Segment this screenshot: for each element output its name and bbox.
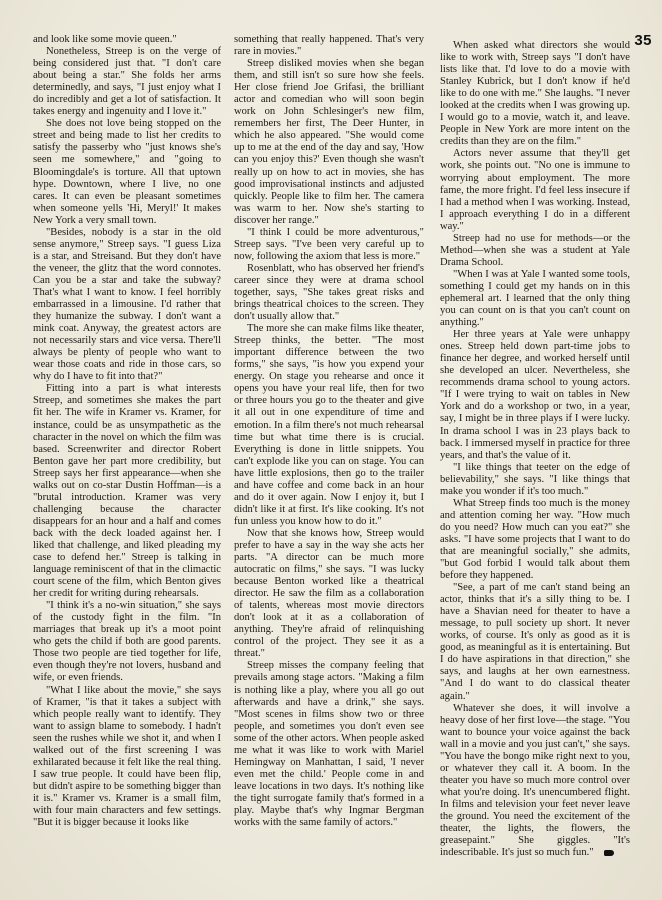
paragraph-text: Now that she knows how, Streep would prefer to have a say in the way she acts her parts. "A director can be much more autocratic on films," she says. "I was lucky because Benton worked like a theatrical director. He saw the film as a collaboration of talents, whereas most movie directors don't look at it as a collaboration of anything. They're afraid of relinquishing control of the project. They see it as a threat." — [234, 527, 424, 660]
paragraph-text: "I think I could be more adventurous," Streep says. "I've been very careful up to now, following the axiom that less is more." — [234, 226, 424, 262]
paragraph-text: "I like things that teeter on the edge of believability," she says. "I like things that make you wonder if it's too much." — [440, 461, 630, 497]
paragraph-text: "See, a part of me can't stand being an actor, thinks that it's a silly thing to be. I have a Shavian need for theater to have a message, to pull society up short. It never works, of course. It's only as good as it is good, as meaningful as it is entertaining. But I do have aspirations in that direction," she says, and laughs at her own earnestness. "And I do want to do classical theater again." — [440, 582, 630, 702]
paragraph-text: She does not love being stopped on the street and being made to list her credits to satisfy the passerby who "just knows she's seen me somewhere," and "going to Bloomingdale's is torture. All that uptown hype. Downtown, where I live, no one cares. It can even be pleasant sometimes when someone yells 'Hi, Meryl!' It makes New York a very small town. — [33, 118, 221, 226]
article-paragraph — [33, 600, 221, 684]
article-paragraph — [440, 148, 630, 232]
text-column-3 — [440, 40, 630, 886]
paragraph-text: What Streep finds too much is the money and attention coming her way. "How much do you need? How much can you eat?" she asks. "I have some projects that I want to do that are meaningful socially," she admits, "but God forbid I would talk about them before they happened. — [440, 497, 630, 582]
page-number: 35 — [634, 32, 652, 49]
article-paragraph — [440, 462, 630, 498]
paragraph-text: something that really happened. That's very rare in movies." — [234, 34, 424, 58]
article-paragraph — [440, 40, 630, 148]
paragraph-text: Streep had no use for methods—or the Method—when she was a student at Yale Drama School. — [440, 232, 630, 268]
paragraph-text: Streep disliked movies when she began them, and still isn't so sure how she feels. Her close friend Joe Grifasi, the brilliant actor and comedian who will soon begin work on John Schlesinger's new film, remembers her first, The Deer Hunter, in which he also appeared. "She would come up to me at the end of the day and say, 'How can you enjoy this?' Even though she wasn't really up on how to act in movies, she has good improvisational instincts and adjusted quickly. People like to film her. The camera was warm to her. Now she's starting to discover her range." — [234, 58, 424, 226]
paragraph-text: Whatever she does, it will involve a heavy dose of her first love—the stage. "You want to bounce your voice against the back wall in a movie and you just can't," she says. "You have the bongo mike right next to you, or whatever they call it. A boom. In the theater you have so much more control over what you're doing. It's unencumbered flight. In films and television your feet never leave the ground. You need the excitement of the theater, the lights, the flowers, the greasepaint." She giggles. "It's indescribable. It's just so much fun." — [440, 702, 630, 859]
article-paragraph — [234, 528, 424, 661]
article-paragraph — [33, 118, 221, 226]
article-paragraph — [440, 498, 630, 582]
paragraph-text: "Besides, nobody is a star in the old sense anymore," Streep says. "I guess Liza is a star, and Streisand. But they don't have the veneer, the glitz that the word connotes. Can you be a star and take the subway? That's what I want to know. I feel horribly embarrassed in a limousine. I'd rather that they humanize the subway. I don't want a mink coat. Anyway, the greatest actors are not necessarily stars and vice versa. There'll always be plenty of people who want to wear those coats and ride in those cars, so why do I have to fit into that?" — [33, 226, 221, 383]
text-column-2 — [234, 34, 424, 880]
article-paragraph — [440, 269, 630, 329]
paragraph-text: and look like some movie queen." — [33, 34, 177, 45]
paragraph-text: "I think it's a no-win situation," she says of the custody fight in the film. "In marriages that break up it's a moot point who gets the child if both are good parents. Those two people are tied together for life, even though they're not lovers, husband and wife, or even friends. — [33, 600, 221, 684]
article-paragraph — [33, 383, 221, 600]
paragraph-text: Streep misses the company feeling that prevails among stage actors. "Making a film is nothing like a play, where you all go out afterwards and have a drink," she says. "Most scenes in films show two or three people, and sometimes you don't even see some of the other actors. When people asked me what it was like to work with Mariel Hemingway on Manhattan, I said, 'I never even met the child.' People come in and leave locations in two days. It's nothing like the tight surrogate family that's formed in a play. Maybe that's why Ingmar Bergman works with the same family of actors." — [234, 660, 424, 829]
article-paragraph — [33, 227, 221, 384]
paragraph-text: The more she can make films like theater, Streep thinks, the better. "The most important difference between the two forms," she says, "is how you expend your energy. On stage you rehearse and once it opens you have your real life, then for two or three hours you go to the theater and give it all out in one expenditure of time and emotion. In a film there's not much rehearsal time but what time there is is crucial. Everything is done in little snippets. You can't explode like you can on stage. You can have little explosions, then go to the trailer and have coffee and come back in an hour and do it over again. Now I enjoy it, but I didn't like it at first. It's like cooking. It's not fun unless you know how to do it." — [234, 323, 424, 527]
text-column-1 — [33, 34, 221, 880]
article-paragraph — [234, 660, 424, 829]
paragraph-text: Nonetheless, Streep is on the verge of being considered just that. "I don't care about being a star." She folds her arms determinedly, and says, "I just enjoy what I do incredibly and get a lot of satisfaction. It takes energy and ingenuity and I love it." — [33, 46, 221, 118]
paragraph-text: Fitting into a part is what interests Streep, and sometimes she makes the part fit her. The wife in Kramer vs. Kramer, for instance, could be as unsympathetic as the character in the novel on which the film was based. Screenwriter and director Robert Benton gave her part more credibility, but Streep says her first appearance—when she walks out on co-star Dustin Hoffman—is a "brutal introduction. Kramer was very challenging because the character disappears for an hour and a half and comes back with the deck loaded against her. I liked that challenge, and liked pleading my case to defend her." Streep is talking in language reminiscent of that in the climactic court scene of the film, which Benton gives her credit for writing during rehearsals. — [33, 383, 221, 600]
article-paragraph — [234, 263, 424, 323]
article-paragraph — [440, 703, 630, 860]
article-paragraph — [440, 329, 630, 462]
article-paragraph — [440, 582, 630, 702]
article-paragraph — [234, 323, 424, 528]
article-paragraph — [33, 685, 221, 830]
paragraph-text: When asked what directors she would like to work with, Streep says "I don't have lists like that. I'd love to do a movie with Stanley Kubrick, but I don't know if he'd like to do one with me." She laughs. "I never looked at the credits when I was growing up. I would go to a movie, watch it, and leave. People in New York are more intent on the credits than they are on the film." — [440, 40, 630, 148]
paragraph-text: Rosenblatt, who has observed her friend's career since they were at drama school together, says, "She takes great risks and brings theatrical choices to the screen. They don't usually allow that." — [234, 262, 424, 323]
end-of-article-mark — [604, 850, 614, 856]
article-paragraph — [234, 34, 424, 58]
article-paragraph — [234, 227, 424, 263]
article-paragraph — [33, 46, 221, 118]
paragraph-text: Her three years at Yale were unhappy ones. Streep held down part-time jobs to finance her degree, and worked herself until she developed an ulcer. Nevertheless, she recommends drama school to young actors. "If I were trying to wait on tables in New York and do a workshop or two, in a year, say, I might be in three plays if I were lucky. In drama school I was in 23 plays back to back. I immersed myself in practice for three years, and that's the value of it. — [440, 329, 630, 461]
paragraph-text: "What I like about the movie," she says of Kramer, "is that it takes a subject with which people really want to identify. They want to assign blame to somebody. I hadn't seen the rushes while we shot it, and when I walked out of the first screening I was exhilarated because it felt like the real thing. I saw true people. It could have been flip, but didn't aspire to be something bigger than it is." Kramer vs. Kramer is a small film, with four main characters and few settings. "But it is bigger because it looks like — [33, 684, 221, 829]
article-paragraph — [33, 34, 221, 46]
article-paragraph — [440, 233, 630, 269]
paragraph-text: Actors never assume that they'll get work, she points out. "No one is immune to worrying about employment. The more fame, the more fright. I'd feel less insecure if I had a method when I was working. Instead, I approach everything I do in a different way." — [440, 148, 630, 232]
article-paragraph — [234, 58, 424, 227]
paragraph-text: "When I was at Yale I wanted some tools, something I could get my hands on in this ephemeral art. I learned that the only thing you can count on is that you can't count on anything." — [440, 268, 630, 329]
